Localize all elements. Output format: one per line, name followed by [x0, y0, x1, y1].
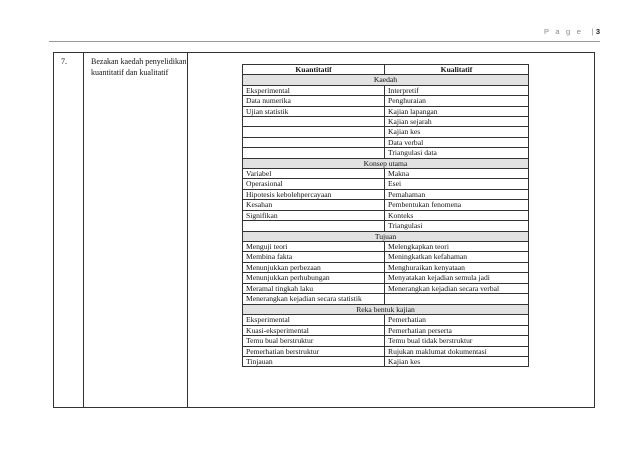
cell-kualitatif: Esei [385, 179, 529, 189]
page-label: P a g e [544, 27, 584, 36]
question-box [53, 52, 595, 408]
cell-kualitatif: Menghuraikan kenyataan [385, 262, 529, 272]
cell-kuantitatif: Meramal tingkah laku [243, 283, 385, 293]
section-title: Tujuan [243, 231, 529, 241]
cell-kuantitatif: Pemerhatian berstruktur [243, 346, 385, 356]
table-row [243, 262, 529, 272]
cell-kuantitatif: Ujian statistik [243, 106, 385, 116]
cell-kuantitatif [243, 127, 385, 137]
table-row [243, 117, 529, 127]
cell-kualitatif: Menerangkan kejadian secara verbal [385, 283, 529, 293]
header-kualitatif: Kualitatif [385, 65, 529, 75]
table-row [243, 346, 529, 356]
cell-kuantitatif: Kuasi-eksperimental [243, 325, 385, 335]
cell-kuantitatif: Variabel [243, 169, 385, 179]
section-title: Kaedah [243, 75, 529, 85]
cell-kuantitatif: Temu bual berstruktur [243, 336, 385, 346]
cell-kualitatif: Meningkatkan kefahaman [385, 252, 529, 262]
table-row [243, 315, 529, 325]
cell-kuantitatif: Menunjukkan perbezaan [243, 262, 385, 272]
table-row [243, 137, 529, 147]
section-row [243, 158, 529, 168]
question-text: Bezakan kaedah penyelidikan kuantitatif dan kualitatif [91, 57, 187, 77]
cell-kualitatif: Kajian lapangan [385, 106, 529, 116]
cell-kuantitatif [243, 221, 385, 231]
cell-kualitatif: Melengkapkan teori [385, 241, 529, 251]
cell-kualitatif: Pemerhatian perserta [385, 325, 529, 335]
table-row [243, 356, 529, 366]
table-row [243, 169, 529, 179]
cell-kuantitatif: Operasional [243, 179, 385, 189]
cell-kualitatif: Interpretif [385, 85, 529, 95]
cell-kualitatif: Konteks [385, 210, 529, 220]
cell-kualitatif [385, 293, 529, 304]
page-header [544, 27, 600, 36]
section-row [243, 75, 529, 85]
cell-kuantitatif: Menerangkan kejadian secara statistik [243, 293, 385, 304]
cell-kuantitatif: Membina fakta [243, 252, 385, 262]
page-number: 3 [595, 27, 600, 36]
cell-kuantitatif: Kesahan [243, 200, 385, 210]
page-separator: | [587, 27, 596, 36]
cell-kuantitatif: Eksperimental [243, 315, 385, 325]
cell-kuantitatif [243, 148, 385, 158]
cell-kualitatif: Penghuraian [385, 96, 529, 106]
table-row [243, 325, 529, 335]
cell-kuantitatif: Tinjauan [243, 356, 385, 366]
column-divider [187, 53, 188, 407]
table-row [243, 96, 529, 106]
cell-kuantitatif: Hipotesis kebolehpercayaan [243, 189, 385, 199]
cell-kualitatif: Data verbal [385, 137, 529, 147]
table-row [243, 85, 529, 95]
section-row [243, 304, 529, 314]
table-row [243, 148, 529, 158]
table-header-row [243, 65, 529, 75]
cell-kualitatif: Pembentukan fenomena [385, 200, 529, 210]
header-kuantitatif: Kuantitatif [243, 65, 385, 75]
cell-kualitatif: Rujukan maklumat dokumentasi [385, 346, 529, 356]
table-row [243, 200, 529, 210]
table-row [243, 252, 529, 262]
cell-kuantitatif: Menguji teori [243, 241, 385, 251]
header-rule [49, 41, 600, 42]
cell-kualitatif: Temu bual tidak berstruktur [385, 336, 529, 346]
table-row [243, 127, 529, 137]
cell-kualitatif: Kajian kes [385, 127, 529, 137]
table-row [243, 179, 529, 189]
table-row [243, 293, 529, 304]
cell-kuantitatif: Menunjukkan perhubungan [243, 273, 385, 283]
table-row [243, 210, 529, 220]
section-title: Konsep utama [243, 158, 529, 168]
section-row [243, 231, 529, 241]
cell-kuantitatif [243, 137, 385, 147]
cell-kualitatif: Kajian sejarah [385, 117, 529, 127]
cell-kuantitatif: Eksperimental [243, 85, 385, 95]
table-row [243, 336, 529, 346]
table-row [243, 283, 529, 293]
column-divider [83, 53, 84, 407]
cell-kuantitatif: Data numerika [243, 96, 385, 106]
cell-kuantitatif [243, 117, 385, 127]
cell-kualitatif: Kajian kes [385, 356, 529, 366]
question-number: 7. [61, 57, 67, 66]
table-row [243, 106, 529, 116]
table-row [243, 221, 529, 231]
cell-kualitatif: Triangulasi data [385, 148, 529, 158]
table-row [243, 273, 529, 283]
table-row [243, 241, 529, 251]
table-row [243, 189, 529, 199]
cell-kualitatif: Menyatakan kejadian semula jadi [385, 273, 529, 283]
cell-kuantitatif: Signifikan [243, 210, 385, 220]
cell-kualitatif: Triangulasi [385, 221, 529, 231]
section-title: Reka bentuk kajian [243, 304, 529, 314]
comparison-table [242, 64, 529, 367]
cell-kualitatif: Makna [385, 169, 529, 179]
cell-kualitatif: Pemahaman [385, 189, 529, 199]
cell-kualitatif: Pemerhatian [385, 315, 529, 325]
